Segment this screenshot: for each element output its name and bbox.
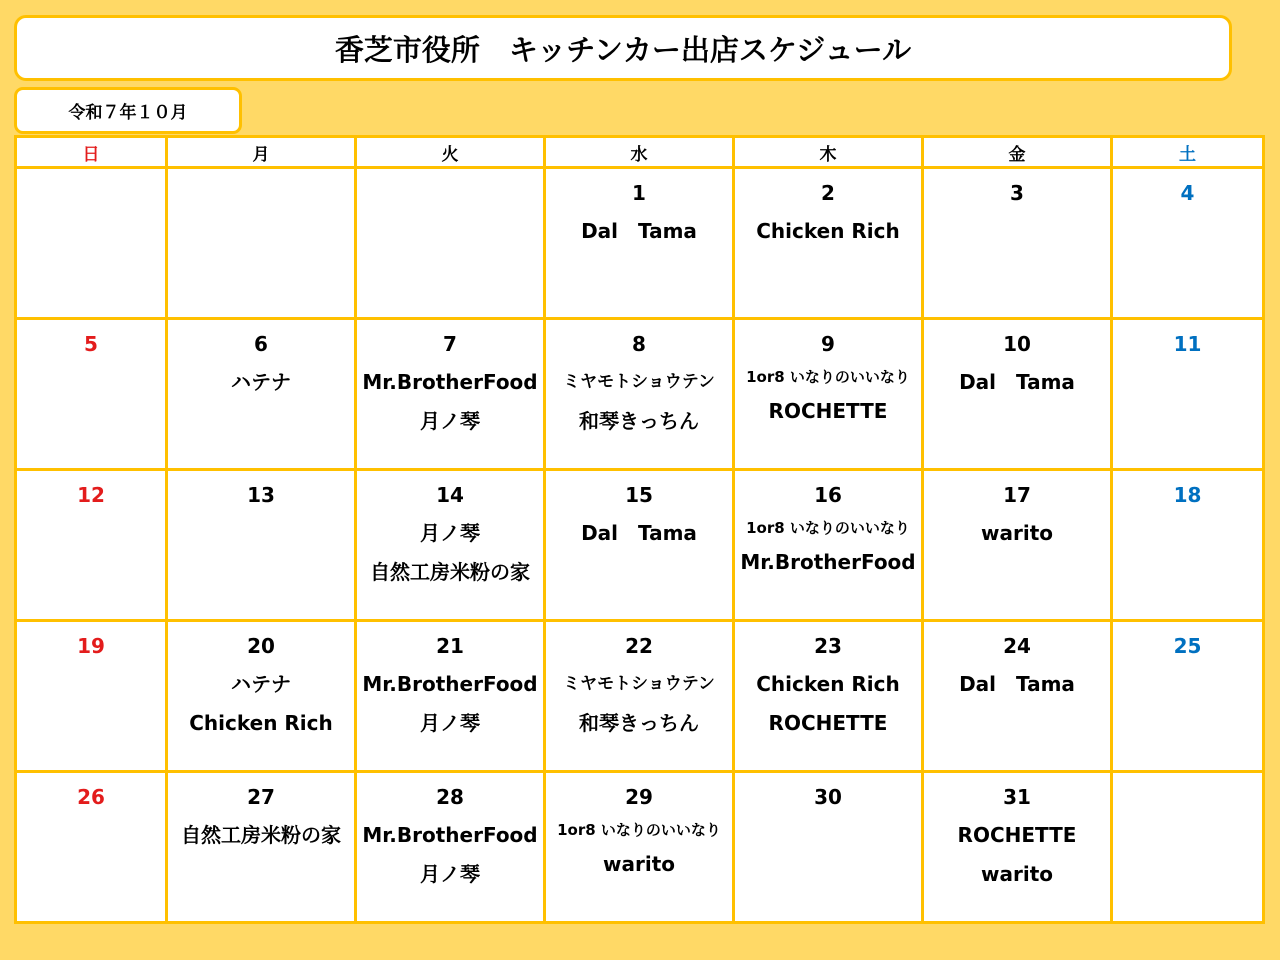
day-number: 29 [625, 785, 653, 809]
vendor-name: Mr.BrotherFood [362, 672, 538, 696]
weekday-header-row [16, 137, 1264, 168]
calendar-day-cell [356, 319, 545, 470]
vendor-name: ROCHETTE [768, 711, 888, 735]
calendar-day-cell [167, 772, 356, 923]
calendar-day-cell [167, 621, 356, 772]
calendar-day-cell [545, 772, 734, 923]
vendor-name: Chicken Rich [756, 219, 900, 243]
calendar-day-cell [545, 168, 734, 319]
vendor-name: 月ノ琴 [420, 409, 480, 433]
day-number: 11 [1173, 332, 1202, 356]
vendor-name: warito [981, 521, 1053, 545]
vendor-name: ハテナ [231, 672, 291, 696]
vendor-name: ミヤモトショウテン [563, 372, 715, 392]
day-number: 18 [1173, 483, 1202, 507]
calendar-day-cell [923, 319, 1112, 470]
day-number: 20 [247, 634, 275, 658]
day-number: 2 [821, 181, 835, 205]
calendar-week-row [16, 168, 1264, 319]
day-number: 17 [1003, 483, 1031, 507]
calendar-day-cell [545, 470, 734, 621]
vendor-name: Dal Tama [959, 370, 1075, 394]
day-number: 19 [77, 634, 105, 658]
vendor-name: Chicken Rich [756, 672, 900, 696]
calendar-day-cell [356, 168, 545, 319]
weekday-header-wed: 水 [545, 137, 734, 168]
day-number: 8 [632, 332, 646, 356]
vendor-name: 月ノ琴 [420, 862, 480, 886]
day-number: 22 [625, 634, 653, 658]
calendar-grid [14, 135, 1265, 924]
calendar-day-cell [1112, 319, 1264, 470]
day-number: 26 [77, 785, 105, 809]
day-number: 15 [625, 483, 653, 507]
calendar-day-cell [923, 772, 1112, 923]
calendar-day-cell [734, 168, 923, 319]
calendar-day-cell [545, 621, 734, 772]
month-label: 令和７年１０月 [14, 87, 242, 134]
vendor-name: ROCHETTE [957, 823, 1077, 847]
calendar-day-cell [1112, 470, 1264, 621]
vendor-name: 月ノ琴 [420, 521, 480, 545]
vendor-name: ROCHETTE [768, 399, 888, 423]
vendor-name: Mr.BrotherFood [362, 370, 538, 394]
calendar-day-cell [923, 621, 1112, 772]
calendar-day-cell [356, 772, 545, 923]
calendar-day-cell [167, 319, 356, 470]
calendar-day-cell [1112, 168, 1264, 319]
vendor-name: 1or8 いなりのいいなり [746, 368, 910, 386]
vendor-name: Chicken Rich [189, 711, 333, 735]
calendar-day-cell [1112, 772, 1264, 923]
day-number: 6 [254, 332, 268, 356]
calendar-day-cell [16, 470, 167, 621]
page-title: 香芝市役所 キッチンカー出店スケジュール [14, 15, 1232, 81]
calendar-day-cell [1112, 621, 1264, 772]
weekday-header-sat: 土 [1112, 137, 1264, 168]
day-number: 13 [247, 483, 275, 507]
day-number: 16 [814, 483, 842, 507]
weekday-header-fri: 金 [923, 137, 1112, 168]
vendor-name: Dal Tama [959, 672, 1075, 696]
vendor-name: 自然工房米粉の家 [181, 823, 341, 847]
vendor-name: 和琴きっちん [579, 409, 699, 433]
calendar-day-cell [923, 168, 1112, 319]
calendar-day-cell [16, 621, 167, 772]
weekday-header-tue: 火 [356, 137, 545, 168]
day-number: 24 [1003, 634, 1031, 658]
calendar-day-cell [167, 168, 356, 319]
calendar-day-cell [734, 319, 923, 470]
day-number: 12 [77, 483, 105, 507]
weekday-header-thu: 木 [734, 137, 923, 168]
calendar-day-cell [923, 470, 1112, 621]
calendar-week-row [16, 319, 1264, 470]
calendar-day-cell [16, 772, 167, 923]
vendor-name: 1or8 いなりのいいなり [746, 519, 910, 537]
day-number: 7 [443, 332, 457, 356]
day-number: 25 [1173, 634, 1202, 658]
vendor-name: warito [603, 852, 675, 876]
vendor-name: Mr.BrotherFood [740, 550, 916, 574]
calendar-day-cell [734, 470, 923, 621]
calendar-day-cell [734, 621, 923, 772]
weekday-header-mon: 月 [167, 137, 356, 168]
day-number: 21 [436, 634, 464, 658]
calendar-day-cell [356, 470, 545, 621]
vendor-name: 和琴きっちん [579, 711, 699, 735]
calendar-day-cell [16, 168, 167, 319]
calendar-day-cell [167, 470, 356, 621]
vendor-name: 自然工房米粉の家 [370, 560, 530, 584]
day-number: 30 [814, 785, 842, 809]
day-number: 23 [814, 634, 842, 658]
vendor-name: Mr.BrotherFood [362, 823, 538, 847]
day-number: 27 [247, 785, 275, 809]
calendar-day-cell [356, 621, 545, 772]
day-number: 14 [436, 483, 464, 507]
calendar-day-cell [16, 319, 167, 470]
calendar-week-row [16, 772, 1264, 923]
vendor-name: ミヤモトショウテン [563, 674, 715, 694]
day-number: 9 [821, 332, 835, 356]
calendar-week-row [16, 621, 1264, 772]
calendar-day-cell [734, 772, 923, 923]
day-number: 5 [84, 332, 98, 356]
weekday-header-sun: 日 [16, 137, 167, 168]
day-number: 4 [1180, 181, 1195, 205]
vendor-name: ハテナ [231, 370, 291, 394]
vendor-name: Dal Tama [581, 219, 697, 243]
vendor-name: warito [981, 862, 1053, 886]
calendar-week-row [16, 470, 1264, 621]
day-number: 31 [1003, 785, 1031, 809]
vendor-name: Dal Tama [581, 521, 697, 545]
day-number: 28 [436, 785, 464, 809]
vendor-name: 1or8 いなりのいいなり [557, 821, 721, 839]
day-number: 10 [1003, 332, 1031, 356]
day-number: 1 [632, 181, 646, 205]
calendar-day-cell [545, 319, 734, 470]
day-number: 3 [1010, 181, 1024, 205]
vendor-name: 月ノ琴 [420, 711, 480, 735]
